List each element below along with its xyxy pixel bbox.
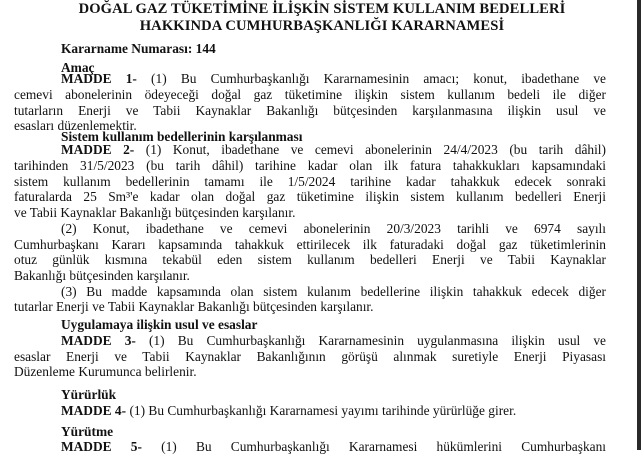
- article-2-line-6: (2) Konut, ibadethane ve cemevi abonelerinin 20/3/2023 tarihli ve 6974 sayılı: [61, 221, 606, 236]
- article-2-line-11: tutarlar Enerji ve Tabii Kaynaklar Bakanlığı bütçesinden karşılanır.: [14, 299, 374, 314]
- page-edge-border: [637, 0, 641, 450]
- article-2-line-9: Bakanlığı bütçesinden karşılanır.: [14, 268, 190, 283]
- section-heading-sistem-kullanim: Sistem kullanım bedellerinin karşılanması: [61, 129, 303, 144]
- article-3-label: MADDE 3-: [61, 333, 136, 348]
- article-1-line-1: [61, 71, 606, 87]
- article-5-line-1: [61, 439, 606, 455]
- article-3-line-3: Düzenleme Kurumunca belirlenir.: [14, 364, 197, 379]
- article-1-line-2: cemevi abonelerinin ödeyeceği doğal gaz tüketimine ilişkin sistem kullanım bedeli ile diğer: [14, 87, 606, 102]
- document-title-line-2: HAKKINDA CUMHURBAŞKANLIĞI KARARNAMESİ: [139, 18, 505, 34]
- article-3-line-2: esaslar Enerji ve Tabii Kaynaklar Bakanlığının görüşü alınmak suretiyle Enerji Piyasası: [14, 349, 606, 364]
- article-2-line-4: faturalarda 25 Sm³'e kadar olan doğal gaz tüketimine ilişkin sistem kullanım bedelleri Enerji: [14, 189, 606, 204]
- article-1-text: (1) Bu Cumhurbaşkanlığı Kararnamesinin amacı; konut, ibadethane ve: [136, 71, 606, 86]
- article-2-line-10: (3) Bu madde kapsamında olan sistem kulanım bedellerine ilişkin tahakkuk edecek diğer: [61, 284, 606, 299]
- article-2-line-3: sistem kullanım bedellerinin tamamı ile 1/5/2024 tarihine kadar tahakkuk edecek sonraki: [14, 174, 606, 189]
- article-3-text: (1) Bu Cumhurbaşkanlığı Kararnamesinin uygulanmasına ilişkin usul ve: [135, 333, 606, 348]
- document-title-line-1: DOĞAL GAZ TÜKETİMİNE İLİŞKİN SİSTEM KULLANIM BEDELLERİ: [78, 1, 566, 17]
- article-2-line-2: tarihinden 31/5/2023 (bu tarih dâhil) tarihine kadar olan ilk fatura tahakkukları kapsamındaki: [14, 158, 606, 173]
- section-heading-yururluk: Yürürlük: [61, 387, 117, 402]
- article-2-line-7: Cumhurbaşkanı Kararı kapsamında tahakkuk ettirilecek ilk faturadaki doğal gaz tüketimlerinin: [14, 237, 606, 252]
- article-4-text: (1) Bu Cumhurbaşkanlığı Kararnamesi yayımı tarihinde yürürlüğe girer.: [126, 403, 517, 418]
- article-1-line-4: esasları düzenlemektir.: [14, 118, 137, 133]
- article-1-label: MADDE 1-: [61, 71, 137, 86]
- article-2-text: (1) Konut, ibadethane ve cemevi abonelerinin 24/4/2023 (bu tarih dâhil): [134, 142, 606, 157]
- section-heading-amac: Amaç: [61, 60, 95, 75]
- article-2-line-5: ve Tabii Kaynaklar Bakanlığı bütçesinden karşılanır.: [14, 205, 296, 220]
- article-2-line-1: [61, 142, 606, 158]
- article-1-line-3: tutarların Enerji ve Tabii Kaynaklar Bakanlığı bütçesinden karşılanmasına ilişkin usul ve: [14, 103, 606, 118]
- decree-number: Kararname Numarası: 144: [61, 41, 216, 56]
- article-5-label: MADDE 5-: [61, 439, 142, 454]
- article-5-text: (1) Bu Cumhurbaşkanlığı Kararnamesi hükümlerini Cumhurbaşkanı: [141, 439, 606, 454]
- article-4-label: MADDE 4-: [61, 403, 127, 418]
- article-2-label: MADDE 2-: [61, 142, 135, 157]
- section-heading-yurutme: Yürütme: [61, 424, 114, 439]
- section-heading-uygulama: Uygulamaya ilişkin usul ve esaslar: [61, 317, 258, 332]
- article-4-line-1: [61, 403, 516, 419]
- article-2-line-8: otuz günlük kısmına tekabül eden sistem kullanım bedelleri Enerji ve Tabii Kaynaklar: [14, 252, 606, 267]
- article-3-line-1: [61, 333, 606, 349]
